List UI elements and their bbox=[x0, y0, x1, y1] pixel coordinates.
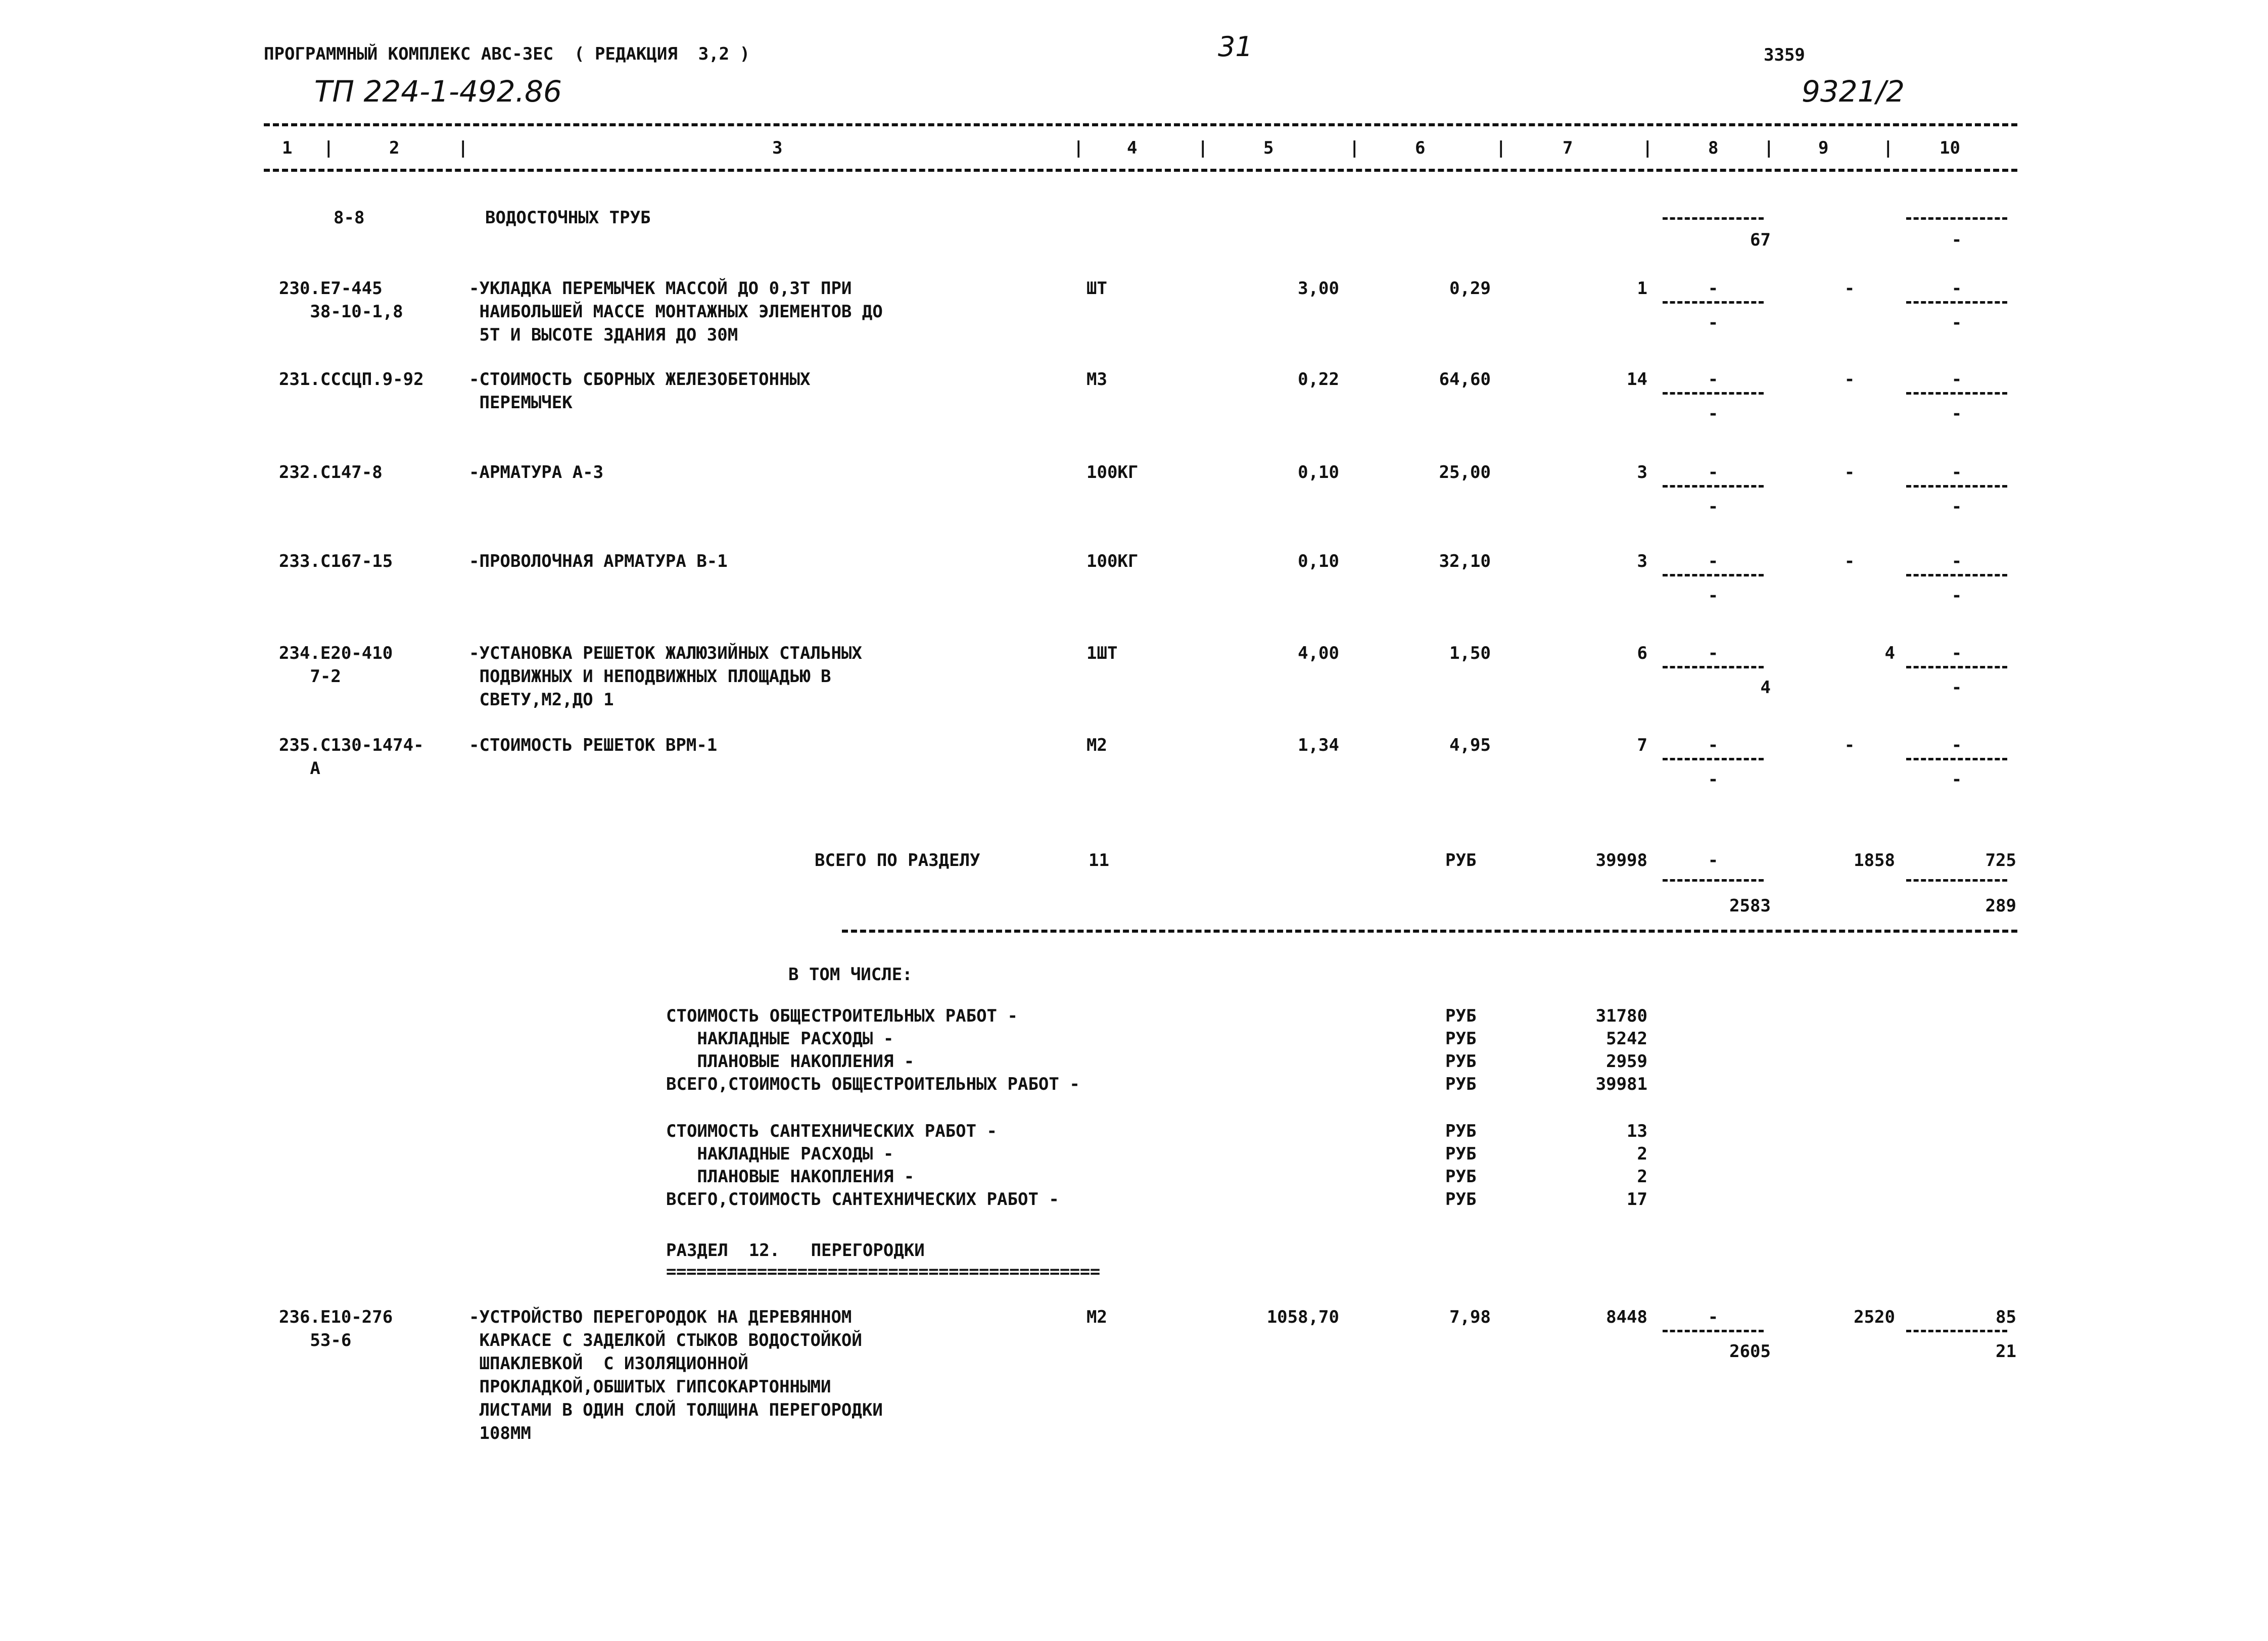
row-233-col10-divider bbox=[1906, 574, 2007, 576]
row-230-col10-divider bbox=[1906, 301, 2007, 304]
row-230-total: 1 bbox=[1637, 278, 1647, 299]
row-232-name: -АРМАТУРА А-3 bbox=[469, 462, 604, 482]
row-231-col10-divider bbox=[1906, 392, 2007, 395]
including-unit-0-2: РУБ bbox=[1445, 1051, 1477, 1072]
row-236-code: 236.Е10-276 53-6 bbox=[279, 1307, 393, 1350]
row-232-col10-bottom: - bbox=[1951, 497, 1962, 517]
row-235-col10-top: - bbox=[1951, 735, 1962, 755]
row-231-col8-divider bbox=[1663, 392, 1764, 395]
row-231-col10-bottom: - bbox=[1951, 404, 1962, 424]
including-label-1-2: ПЛАНОВЫЕ НАКОПЛЕНИЯ - bbox=[666, 1167, 915, 1187]
row-233-code: 233.С167-15 bbox=[279, 551, 393, 571]
section-total-col8-top: - bbox=[1708, 850, 1719, 871]
row-233-qty: 0,10 bbox=[1298, 551, 1339, 571]
row-235-price: 4,95 bbox=[1449, 735, 1491, 755]
section-total-sum: 39998 bbox=[1595, 850, 1647, 871]
section-total-unit: РУБ bbox=[1445, 850, 1477, 871]
including-label-1-1: НАКЛАДНЫЕ РАСХОДЫ - bbox=[666, 1144, 894, 1164]
section-12-underline: =========================================== bbox=[666, 1262, 1100, 1282]
row-235-col10-bottom: - bbox=[1951, 769, 1962, 790]
row-231-col8-top: - bbox=[1708, 369, 1719, 390]
section-total-number: 11 bbox=[1089, 850, 1109, 871]
including-label-1-3: ВСЕГО,СТОИМОСТЬ САНТЕХНИЧЕСКИХ РАБОТ - bbox=[666, 1189, 1059, 1210]
row-235-qty: 1,34 bbox=[1298, 735, 1339, 755]
row-235-name: -СТОИМОСТЬ РЕШЕТОК ВРМ-1 bbox=[469, 735, 718, 755]
row-230-name: -УКЛАДКА ПЕРЕМЫЧЕК МАССОЙ ДО 0,3Т ПРИ НАИБОЛЬШЕЙ МАССЕ МОНТАЖНЫХ ЭЛЕМЕНТОВ ДО 5Т И ВЫСОТЕ ЗДАНИЯ ДО 30М bbox=[469, 278, 883, 345]
row-234-col10-top: - bbox=[1951, 643, 1962, 663]
row-232-price: 25,00 bbox=[1439, 462, 1491, 482]
row-233-col8-divider bbox=[1663, 574, 1764, 576]
row-232-qty: 0,10 bbox=[1298, 462, 1339, 482]
section-12-title: РАЗДЕЛ 12. ПЕРЕГОРОДКИ bbox=[666, 1240, 925, 1261]
col-10: 10 bbox=[1940, 138, 1960, 158]
row-230-col8-bottom: - bbox=[1708, 313, 1719, 333]
row-236-col8-top: - bbox=[1708, 1307, 1719, 1327]
including-value-1-0: 13 bbox=[1627, 1121, 1647, 1141]
col-4: 4 bbox=[1127, 138, 1138, 158]
row-233-name: -ПРОВОЛОЧНАЯ АРМАТУРА В-1 bbox=[469, 551, 728, 571]
including-label-0-3: ВСЕГО,СТОИМОСТЬ ОБЩЕСТРОИТЕЛЬНЫХ РАБОТ - bbox=[666, 1074, 1080, 1094]
row-236-col10-divider bbox=[1906, 1330, 2007, 1332]
table-top-rule bbox=[264, 123, 2017, 126]
row-234-col8-divider bbox=[1663, 666, 1764, 668]
row-236-unit: М2 bbox=[1086, 1307, 1107, 1327]
row-234-col8-bottom: 4 bbox=[1760, 678, 1771, 698]
including-unit-1-3: РУБ bbox=[1445, 1189, 1477, 1210]
row-232-col10-top: - bbox=[1951, 462, 1962, 482]
row-230-code: 230.Е7-445 38-10-1,8 bbox=[279, 278, 403, 322]
including-unit-1-1: РУБ bbox=[1445, 1144, 1477, 1164]
row-231-col10-top: - bbox=[1951, 369, 1962, 390]
row-231-col9: - bbox=[1844, 369, 1855, 390]
row-236-total: 8448 bbox=[1606, 1307, 1647, 1327]
row-236-col10-bottom: 21 bbox=[1996, 1341, 2016, 1362]
including-unit-0-3: РУБ bbox=[1445, 1074, 1477, 1094]
including-value-1-2: 2 bbox=[1637, 1167, 1647, 1187]
col-3: 3 bbox=[772, 138, 783, 158]
including-value-0-1: 5242 bbox=[1606, 1029, 1647, 1049]
row-231-price: 64,60 bbox=[1439, 369, 1491, 390]
row-233-col10-bottom: - bbox=[1951, 586, 1962, 606]
row-236-col8-divider bbox=[1663, 1330, 1764, 1332]
row-232-col8-divider bbox=[1663, 485, 1764, 488]
tail-name: ВОДОСТОЧНЫХ ТРУБ bbox=[485, 208, 651, 228]
row-232-col9: - bbox=[1844, 462, 1855, 482]
including-label: В ТОМ ЧИСЛЕ: bbox=[788, 964, 913, 985]
row-230-col10-bottom: - bbox=[1951, 313, 1962, 333]
row-231-qty: 0,22 bbox=[1298, 369, 1339, 390]
col-5: 5 bbox=[1263, 138, 1274, 158]
section-total-rule bbox=[842, 930, 2017, 933]
row-234-col10-bottom: - bbox=[1951, 678, 1962, 698]
including-unit-0-0: РУБ bbox=[1445, 1006, 1477, 1026]
including-label-0-0: СТОИМОСТЬ ОБЩЕСТРОИТЕЛЬНЫХ РАБОТ - bbox=[666, 1006, 1018, 1026]
including-value-0-0: 31780 bbox=[1595, 1006, 1647, 1026]
row-234-unit: 1ШТ bbox=[1086, 643, 1118, 663]
section-total-col9: 1858 bbox=[1854, 850, 1895, 871]
col-6: 6 bbox=[1415, 138, 1426, 158]
tail-code: 8-8 bbox=[334, 208, 365, 228]
including-unit-0-1: РУБ bbox=[1445, 1029, 1477, 1049]
row-236-qty: 1058,70 bbox=[1266, 1307, 1339, 1327]
handwritten-doc-ref: ТП 224-1-492.86 bbox=[314, 74, 562, 109]
section-total-col8-bottom: 2583 bbox=[1729, 896, 1771, 916]
row-230-col10-top: - bbox=[1951, 278, 1962, 299]
including-value-1-3: 17 bbox=[1627, 1189, 1647, 1210]
row-230-col8-divider bbox=[1663, 301, 1764, 304]
including-unit-1-0: РУБ bbox=[1445, 1121, 1477, 1141]
row-230-qty: 3,00 bbox=[1298, 278, 1339, 299]
section-total-col10-top: 725 bbox=[1985, 850, 2016, 871]
row-236-col8-bottom: 2605 bbox=[1729, 1341, 1771, 1362]
row-235-col8-bottom: - bbox=[1708, 769, 1719, 790]
row-236-col9: 2520 bbox=[1854, 1307, 1895, 1327]
row-234-col8-top: - bbox=[1708, 643, 1719, 663]
row-232-total: 3 bbox=[1637, 462, 1647, 482]
row-230-col9: - bbox=[1844, 278, 1855, 299]
row-231-total: 14 bbox=[1627, 369, 1647, 390]
row-233-total: 3 bbox=[1637, 551, 1647, 571]
row-233-col8-bottom: - bbox=[1708, 586, 1719, 606]
including-value-1-1: 2 bbox=[1637, 1144, 1647, 1164]
row-234-code: 234.Е20-410 7-2 bbox=[279, 643, 393, 687]
col-2: 2 bbox=[389, 138, 400, 158]
tail-col8: 67 bbox=[1750, 230, 1771, 250]
row-233-price: 32,10 bbox=[1439, 551, 1491, 571]
section-total-label: ВСЕГО ПО РАЗДЕЛУ bbox=[815, 850, 980, 871]
col-7: 7 bbox=[1563, 138, 1573, 158]
row-232-unit: 100КГ bbox=[1086, 462, 1139, 482]
row-232-col8-top: - bbox=[1708, 462, 1719, 482]
row-235-col8-divider bbox=[1663, 758, 1764, 760]
handwritten-code: 9321/2 bbox=[1802, 74, 1905, 109]
program-title: ПРОГРАММНЫЙ КОМПЛЕКС АВС-ЗЕС ( РЕДАКЦИЯ 3,2 ) bbox=[264, 44, 750, 64]
row-233-col8-top: - bbox=[1708, 551, 1719, 571]
row-233-col9: - bbox=[1844, 551, 1855, 571]
row-232-col8-bottom: - bbox=[1708, 497, 1719, 517]
tail-col10: - bbox=[1951, 230, 1962, 250]
page-number: 31 bbox=[1218, 31, 1253, 63]
row-231-code: 231.СССЦП.9-92 bbox=[279, 369, 424, 390]
row-235-code: 235.С130-1474- А bbox=[279, 735, 424, 779]
row-233-unit: 100КГ bbox=[1086, 551, 1139, 571]
row-232-code: 232.С147-8 bbox=[279, 462, 383, 482]
including-label-0-1: НАКЛАДНЫЕ РАСХОДЫ - bbox=[666, 1029, 894, 1049]
row-233-col10-top: - bbox=[1951, 551, 1962, 571]
row-231-unit: М3 bbox=[1086, 369, 1107, 390]
section-total-col10-bottom: 289 bbox=[1985, 896, 2016, 916]
row-234-price: 1,50 bbox=[1449, 643, 1491, 663]
row-232-col10-divider bbox=[1906, 485, 2007, 488]
row-234-col9: 4 bbox=[1884, 643, 1895, 663]
col-1: 1 bbox=[282, 138, 293, 158]
row-235-col10-divider bbox=[1906, 758, 2007, 760]
row-234-name: -УСТАНОВКА РЕШЕТОК ЖАЛЮЗИЙНЫХ СТАЛЬНЫХ ПОДВИЖНЫХ И НЕПОДВИЖНЫХ ПЛОЩАДЬЮ В СВЕТУ,М2,ДО 1 bbox=[469, 643, 862, 710]
row-230-col8-top: - bbox=[1708, 278, 1719, 299]
including-unit-1-2: РУБ bbox=[1445, 1167, 1477, 1187]
col-9: 9 bbox=[1818, 138, 1829, 158]
row-234-total: 6 bbox=[1637, 643, 1647, 663]
including-value-0-2: 2959 bbox=[1606, 1051, 1647, 1072]
including-label-0-2: ПЛАНОВЫЕ НАКОПЛЕНИЯ - bbox=[666, 1051, 915, 1072]
row-235-col8-top: - bbox=[1708, 735, 1719, 755]
row-236-col10-top: 85 bbox=[1996, 1307, 2016, 1327]
row-234-col10-divider bbox=[1906, 666, 2007, 668]
including-label-1-0: СТОИМОСТЬ САНТЕХНИЧЕСКИХ РАБОТ - bbox=[666, 1121, 998, 1141]
row-231-name: -СТОИМОСТЬ СБОРНЫХ ЖЕЛЕЗОБЕТОННЫХ ПЕРЕМЫЧЕК bbox=[469, 369, 811, 413]
row-235-total: 7 bbox=[1637, 735, 1647, 755]
col-8: 8 bbox=[1708, 138, 1719, 158]
row-230-price: 0,29 bbox=[1449, 278, 1491, 299]
including-value-0-3: 39981 bbox=[1595, 1074, 1647, 1094]
row-235-col9: - bbox=[1844, 735, 1855, 755]
header-bottom-rule bbox=[264, 169, 2017, 172]
document-code: 3359 bbox=[1764, 45, 1805, 65]
row-230-unit: ШТ bbox=[1086, 278, 1107, 299]
row-236-price: 7,98 bbox=[1449, 1307, 1491, 1327]
row-231-col8-bottom: - bbox=[1708, 404, 1719, 424]
row-235-unit: М2 bbox=[1086, 735, 1107, 755]
row-236-name: -УСТРОЙСТВО ПЕРЕГОРОДОК НА ДЕРЕВЯННОМ КАРКАСЕ С ЗАДЕЛКОЙ СТЫКОВ ВОДОСТОЙКОЙ ШПАКЛЕВКОЙ С ИЗОЛЯЦИОННОЙ ПРОКЛАДКОЙ,ОБШИТЫХ ГИПСОКАРТОННЫМИ ЛИСТАМИ В ОДИН СЛОЙ ТОЛЩИНА ПЕРЕГОРОДКИ 108ММ bbox=[469, 1307, 883, 1443]
row-234-qty: 4,00 bbox=[1298, 643, 1339, 663]
